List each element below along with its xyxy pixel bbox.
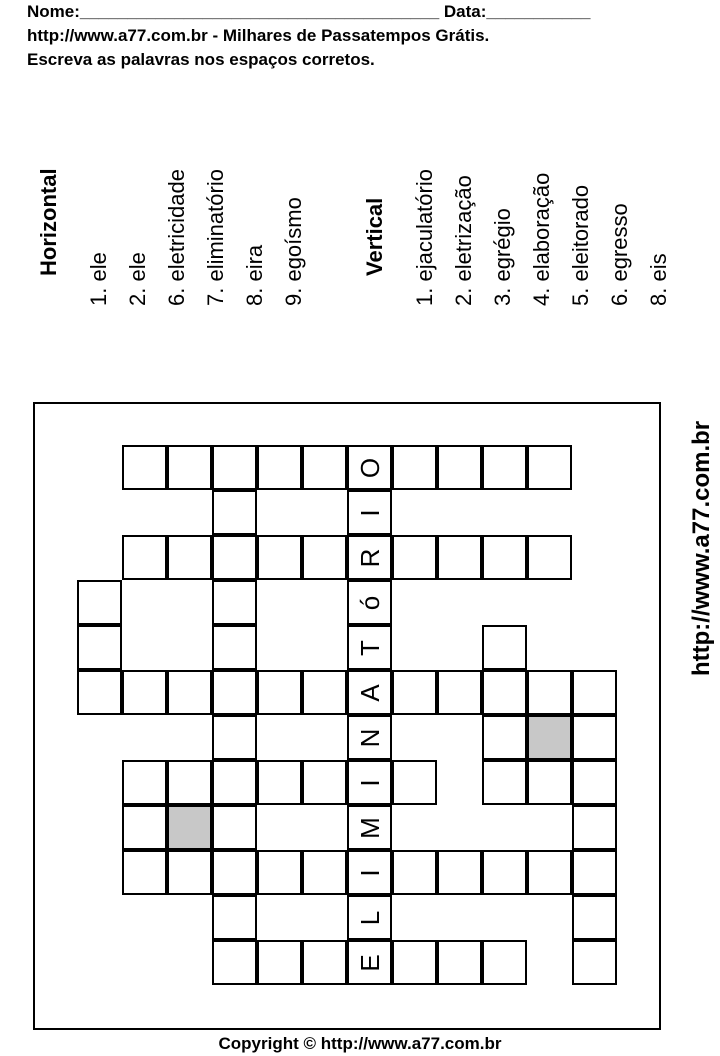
puzzle-frame: [33, 402, 661, 1030]
vertical-clue: 1. ejaculatório: [412, 169, 437, 306]
vertical-title: Vertical: [362, 197, 387, 276]
given-letter: M: [354, 816, 385, 839]
given-letter: I: [354, 508, 385, 517]
vertical-clue: 5. eleitorado: [568, 184, 593, 306]
given-letter: T: [354, 639, 385, 656]
header-instructions: Escreva as palavras nos espaços corretos.: [27, 50, 375, 69]
given-letter: N: [354, 728, 385, 747]
vertical-clue: 8. eis: [646, 253, 671, 306]
horizontal-clue: 7. eliminatório: [203, 169, 228, 306]
vertical-clue: 4. elaboração: [529, 172, 554, 306]
horizontal-clue: 2. ele: [125, 252, 150, 306]
horizontal-clue: 6. eletricidade: [164, 169, 189, 306]
horizontal-title: Horizontal: [36, 168, 61, 276]
given-letter: A: [354, 683, 385, 702]
vertical-clue: 3. egrégio: [490, 208, 515, 306]
given-letter: R: [354, 548, 385, 567]
given-letter: L: [354, 910, 385, 925]
given-letter: O: [354, 457, 385, 478]
given-letter: E: [354, 953, 385, 972]
side-site-text: http://www.a77.com.br: [688, 420, 715, 676]
header-site-line: http://www.a77.com.br - Milhares de Passatempos Grátis.: [27, 26, 490, 45]
footer-copyright: Copyright © http://www.a77.com.br: [218, 1034, 502, 1053]
horizontal-clue: 1. ele: [86, 252, 111, 306]
horizontal-clue: 9. egoísmo: [281, 197, 306, 306]
given-letter: I: [354, 868, 385, 877]
vertical-clue: 6. egresso: [607, 203, 632, 306]
header-name-date-line: Nome:______________________________________ Data:___________: [27, 2, 591, 21]
horizontal-clue: 8. eira: [242, 244, 267, 306]
given-letter: ó: [354, 595, 385, 610]
vertical-clue: 2. eletrização: [451, 175, 476, 306]
given-letter: I: [354, 778, 385, 787]
